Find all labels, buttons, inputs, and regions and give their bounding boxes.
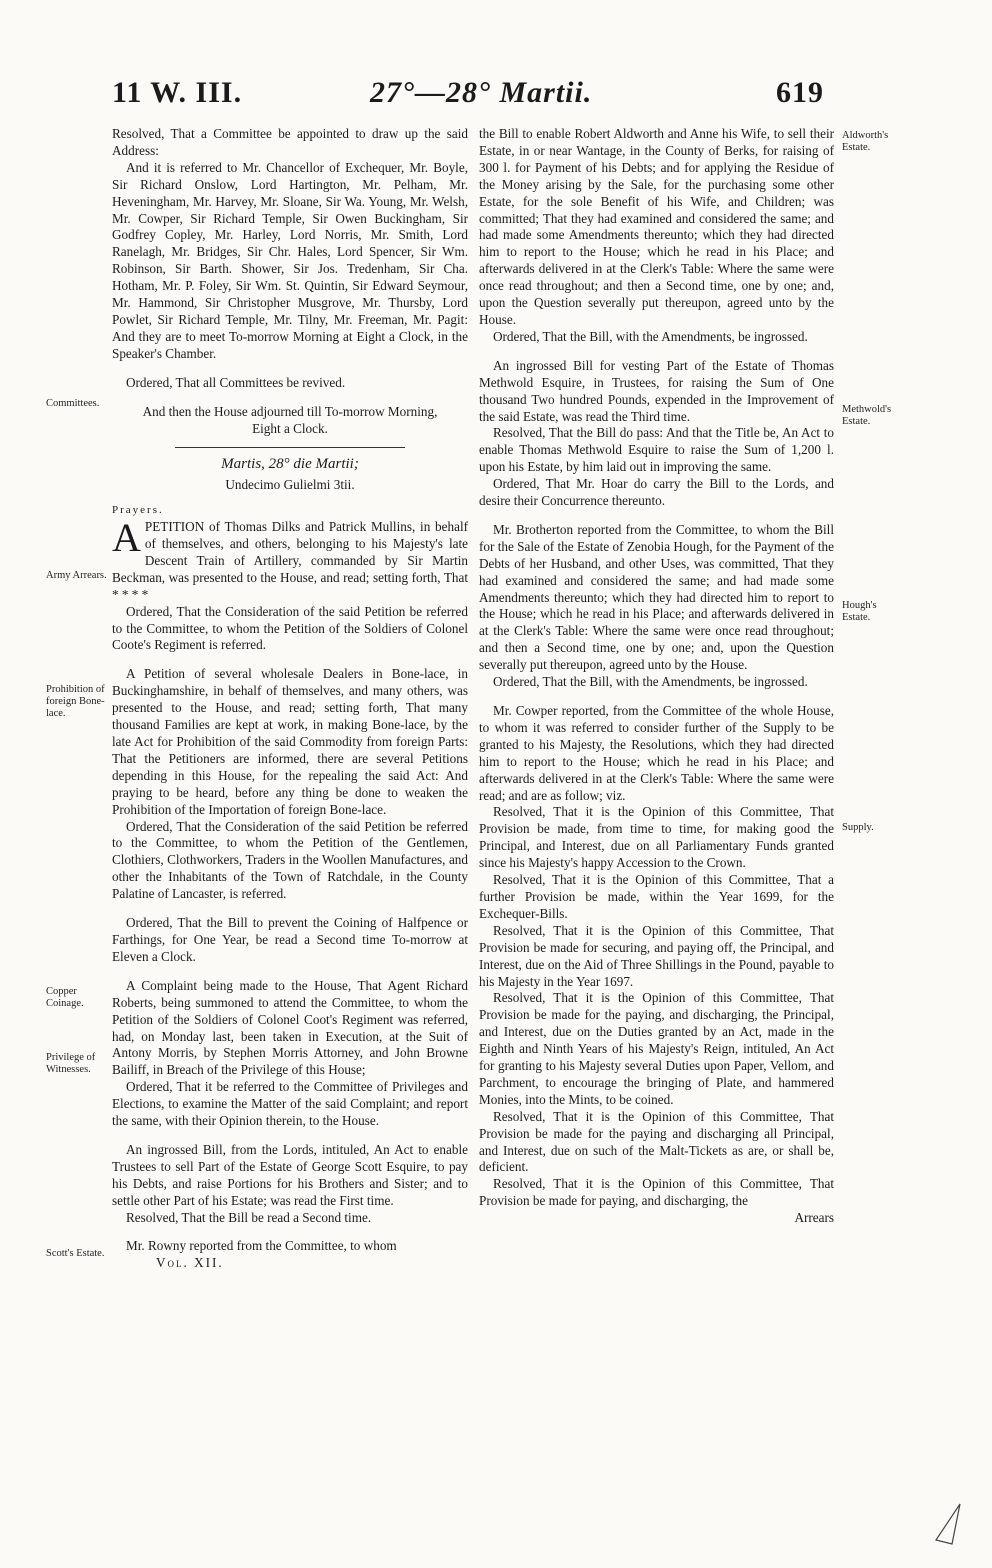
paragraph: Ordered, That the Bill to prevent the Coining of Halfpence or Farthings, for One Year, be read a Second time To-morrow at Eleven a Clock.	[112, 915, 468, 964]
page-number: 619	[776, 76, 824, 109]
paragraph: Resolved, That it is the Opinion of this Committee, That Provision be made, from time to time, for making good the Principal, and Interest, due on all Parliamentary Funds granted since his Majesty's happy Accession to the Crown.	[479, 804, 834, 871]
regnal-year: 11 W. III.	[112, 76, 243, 109]
paragraph: Ordered, That the Bill, with the Amendments, be ingrossed.	[493, 328, 808, 344]
margin-note-aldworth: Aldworth's Estate.	[842, 130, 889, 153]
section-divider	[175, 447, 405, 448]
paragraph: Resolved, That it is the Opinion of this Committee, That a further Provision be made, within the Year 1699, for the Exchequer-Bills.	[479, 872, 834, 921]
paragraph: Resolved, That it is the Opinion of this Committee, That Provision be made for the paying, and discharging, the Principal, and Interest, due on the Duties granted by an Act, made in the Eighth and Ninth Years of his Majesty's Reign, intituled, An Act for granting to his Majesty several Duties upon Paper, Vellom, and Parchment, to encourage the bringing of Plate, and hammered Monies, into the Mints, to be coined.	[479, 990, 834, 1107]
regnal-date: Undecimo Gulielmi 3tii.	[225, 477, 355, 493]
margin-note-copper-coinage: Copper Coinage.	[46, 986, 84, 1009]
paragraph: Resolved, That the Bill do pass: And that the Title be, An Act to enable Thomas Methwold Esquire to raise the Sum of 1,200 l. upon his Estate, by him laid out in improving the same.	[479, 425, 834, 475]
paragraph: the Bill to enable Robert Aldworth and Anne his Wife, to sell their Estate, in or near Wantage, in the County of Berks, for raising of 300 l. for Payment of his Debts; and for applying the Residue of the Money arising by the Sale, for the purchasing some other Estate, for the sole Benefit of his Wife, and Children; was committed; That they had examined and considered the same; and had made some Amendments thereunto; which they had directed him to report to the House; which he read in his Place; and afterwards delivered in at the Clerk's Table: Where the same were once read throughout; and then a Second time, one by one; and, upon the Question severally put thereupon, agreed unto by the House.	[479, 126, 834, 327]
drop-cap: A	[112, 515, 141, 561]
margin-note-hough: Hough's Estate.	[842, 600, 877, 623]
paragraph: And it is referred to Mr. Chancellor of Exchequer, Mr. Boyle, Sir Richard Onslow, Lord Hartington, Mr. Pelham, Mr. Heveningham, Mr. Harvey, Mr. Sloane, Sir Wa. Young, Mr. Welsh, Mr. Cowper, Sir Richard Temple, Sir Owen Buckingham, Sir Godfrey Copley, Mr. Harley, Lord Norris, Mr. Smith, Lord Ranelagh, Mr. Bridges, Sir Chr. Hales, Lord Spencer, Sir Wm. Robinson, Sir Barth. Shower, Sir Jos. Tredenham, Sir Cha. Hotham, Mr. P. Foley, Sir Wm. St. Quintin, Sir Edward Seymour, Mr. Hammond, Sir Christopher Musgrove, Mr. Thursby, Lord Powlet, Sir Richard Temple, Mr. Tilny, Mr. Freeman, Mr. Pagit: And they are to meet To-morrow Morning at Eight a Clock, in the Speaker's Chamber.	[112, 159, 468, 361]
paragraph: APETITION of Thomas Dilks and Patrick Mullins, in behalf of themselves, and others, belonging to his Majesty's late Descent Train of Artillery, commanded by Sir Martin Beckman, was presented to the House, and read; setting forth, That * * * *	[112, 515, 468, 602]
paragraph: Ordered, That the Consideration of the said Petition be referred to the Committee, to whom the Petition of the Gentlemen, Clothiers, Clothworkers, Traders in the Woollen Manufactures, and other the Inhabitants of the Town of Ratchdale, in the County Palatine of Lancaster, is referred.	[112, 818, 468, 902]
margin-note-privilege: Privilege of Witnesses.	[46, 1052, 96, 1075]
paragraph: A Complaint being made to the House, That Agent Richard Roberts, being summoned to attend the Committee, to whom the Petition of the Soldiers of Colonel Coot's Regiment was referred, had, on Monday last, been taken in Execution, at the Suit of Antony Morris, by Stephen Morris Attorney, and John Browne Bailiff, in Breach of the Privilege of this House;	[112, 977, 468, 1078]
prayers-heading: Prayers.	[112, 504, 164, 517]
paragraph: Ordered, That the Bill, with the Amendments, be ingrossed.	[493, 674, 808, 690]
paragraph: Ordered, That it be referred to the Committee of Privileges and Elections, to examine the Matter of the said Complaint; and report the same, with their Opinion therein, to the House.	[112, 1079, 468, 1129]
paragraph: Resolved, That it is the Opinion of this Committee, That Provision be made for the paying and discharging all Principal, and Interest, due on such of the Malt-Tickets as are, or shall be, deficient.	[479, 1108, 834, 1175]
margin-note-scotts-estate: Scott's Estate.	[46, 1248, 105, 1259]
paragraph: An ingrossed Bill, from the Lords, intituled, An Act to enable Trustees to sell Part of the Estate of George Scott Esquire, to pay his Debts, and raise Portions for his Brothers and Sister; and to settle other Part of his Estate; was read the First time.	[112, 1141, 468, 1208]
margin-note-methwold: Methwold's Estate.	[842, 404, 892, 427]
paragraph: Ordered, That the Consideration of the said Petition be referred to the Committee, to whom the Petition of the Soldiers of Colonel Coote's Regiment is referred.	[112, 603, 468, 653]
paragraph: Resolved, That it is the Opinion of this Committee, That Provision be made for paying, and discharging, the	[479, 1176, 834, 1209]
paragraph: Mr. Rowny reported from the Committee, to whom	[126, 1238, 397, 1254]
header-dates: 27°—28° Martii.	[370, 76, 593, 109]
right-column	[479, 126, 834, 1227]
margin-note-supply: Supply.	[842, 822, 874, 833]
paragraph: A Petition of several wholesale Dealers in Bone-lace, in Buckinghamshire, in behalf of themselves, and many others, was presented to the House, and read; setting forth, That many thousand Families are kept at work, in making Bone-lace, by the late Act for Prohibition of the said Commodity from foreign Parts: That the Petitioners are informed, there are several Petitions depending in this House, for the repealing the said Act: And praying to be heard, before any thing be done to weaken the Prohibition of the Importation of foreign Bone-lace.	[112, 666, 468, 817]
paragraph: Mr. Brotherton reported from the Committee, to whom the Bill for the Sale of the Estate of Zenobia Hough, for the Payment of the Debts of her Husband, and other Uses, was committed, That they had examined and considered the same; and had made some Amendments thereunto; which they had directed him to report to the House; which he read in his Place; and afterwards delivered in at the Clerk's Table: Where the same were once read throughout; and then a Second time, one by one; and, upon the Question severally put thereupon, agreed unto by the House.	[479, 521, 834, 673]
margin-note-bone-lace: Prohibition of foreign Bone-lace.	[46, 684, 105, 719]
left-column	[112, 126, 468, 1272]
margin-note-army-arrears: Army Arrears.	[46, 570, 107, 581]
paragraph: Ordered, That all Committees be revived.	[126, 374, 346, 390]
paragraph: Resolved, That the Bill be read a Second time.	[126, 1209, 372, 1225]
paragraph: An ingrossed Bill for vesting Part of the Estate of Thomas Methwold Esquire, in Trustees, for raising the Sum of One thousand Two hundred Pounds, expended in the Improvement of the said Estate, was read the Third time.	[479, 357, 834, 424]
paragraph: Resolved, That a Committee be appointed to draw up the said Address:	[112, 126, 468, 158]
sitting-date: Martis, 28° die Martii;	[221, 456, 359, 473]
paragraph: Ordered, That Mr. Hoar do carry the Bill to the Lords, and desire their Concurrence thereunto.	[479, 476, 834, 509]
paragraph: Mr. Cowper reported, from the Committee of the whole House, to whom it was referred to consider further of the Supply to be granted to his Majesty, the Resolutions, which they had directed him to report to the House; which he read in his Place; and afterwards delivered in at the Clerk's Table: Where the same were read; and are as follow; viz.	[479, 703, 834, 803]
catchword: Arrears	[794, 1210, 834, 1226]
page-corner-mark	[930, 1500, 970, 1560]
margin-note-committees: Committees.	[46, 398, 100, 409]
paragraph: Resolved, That it is the Opinion of this Committee, That Provision be made for securing, and paying off, the Principal, and Interest, due on the Aid of Three Shillings in the Pound, payable to his Majesty in the Year 1697.	[479, 922, 834, 989]
adjournment: And then the House adjourned till To-morrow Morning, Eight a Clock.	[142, 403, 438, 436]
volume-signature: Vol. XII.	[156, 1255, 224, 1271]
